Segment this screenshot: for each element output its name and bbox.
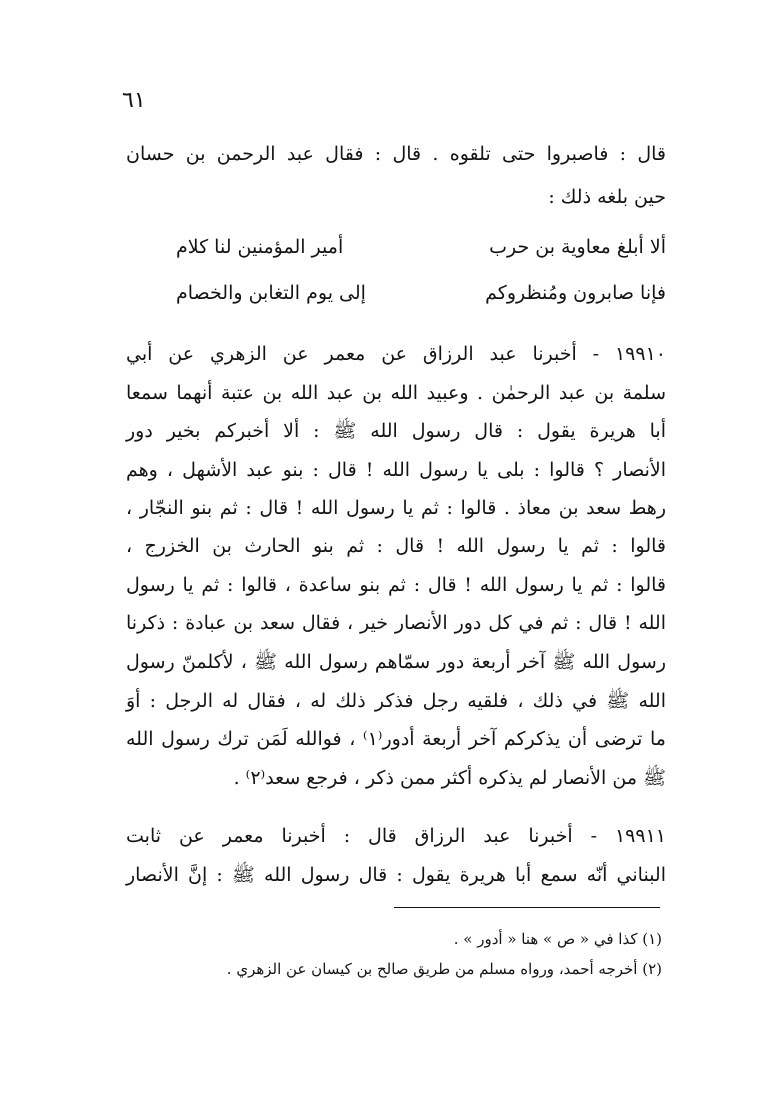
text-line: قال : فاصبروا حتى تلقوه . قال : فقال عبد الرحمن بن حسان (126, 143, 666, 165)
text-line: أبا هريرة يقول : قال رسول الله ﷺ : ألا أخبركم بخير دور (126, 420, 666, 442)
footnote: (١) كذا في « ص » هنا « أدور » . (453, 930, 662, 948)
text-line: حين بلغه ذلك : (548, 186, 666, 208)
verse-hemistich: إلى يوم التغابن والخصام (176, 282, 366, 304)
text-line: الله ﷺ في ذلك ، فلقيه رجل فذكر ذلك له ، فقال له الرجل : أوَ (126, 690, 666, 712)
text-line: قالوا : ثم يا رسول الله ! قال : ثم بنو الحارث بن الخزرج ، (126, 535, 666, 557)
text-line: ١٩٩١٠ - أخبرنا عبد الرزاق عن معمر عن الزهري عن أبي (126, 343, 666, 365)
verse-hemistich: أمير المؤمنين لنا كلام (176, 236, 344, 258)
text-line: رهط سعد بن معاذ . قالوا : ثم يا رسول الله ! قال : ثم بنو النجّار ، (126, 497, 666, 519)
text-line: قالوا : ثم يا رسول الله ! قال : ثم بنو ساعدة ، قالوا : ثم يا رسول (126, 574, 666, 596)
verse-hemistich: فإنا صابرون ومُنظروكم (485, 282, 666, 304)
verse-hemistich: ألا أبلغ معاوية بن حرب (489, 236, 666, 258)
text-line: الأنصار ؟ قالوا : بلى يا رسول الله ! قال : بنو عبد الأشهل ، وهم (126, 459, 666, 481)
text-line: ١٩٩١١ - أخبرنا عبد الرزاق قال : أخبرنا معمر عن ثابت (126, 825, 666, 847)
text-line: البناني أنّه سمع أبا هريرة يقول : قال رسول الله ﷺ : إنَّ الأنصار (126, 864, 666, 886)
footnote: (٢) أخرجه أحمد، ورواه مسلم من طريق صالح بن كيسان عن الزهري . (226, 960, 662, 978)
text-line: ما ترضى أن يذكركم آخر أربعة أدور⁽١⁾ ، فوالله لَمَن ترك رسول الله (126, 728, 666, 750)
footnote-divider (394, 907, 660, 908)
text-line: الله ! قال : ثم في كل دور الأنصار خير ، فقال سعد بن عبادة : ذكرنا (126, 612, 666, 634)
text-line: ﷺ من الأنصار لم يذكره أكثر ممن ذكر ، فرجع سعد⁽٢⁾ . (233, 767, 666, 789)
text-line: رسول الله ﷺ آخر أربعة دور سمّاهم رسول الله ﷺ ، لأكلمنّ رسول (126, 651, 666, 673)
page-number: ٦١ (122, 88, 146, 113)
text-line: سلمة بن عبد الرحمٰن . وعبيد الله بن عبد الله بن عتبة أنهما سمعا (126, 382, 666, 404)
